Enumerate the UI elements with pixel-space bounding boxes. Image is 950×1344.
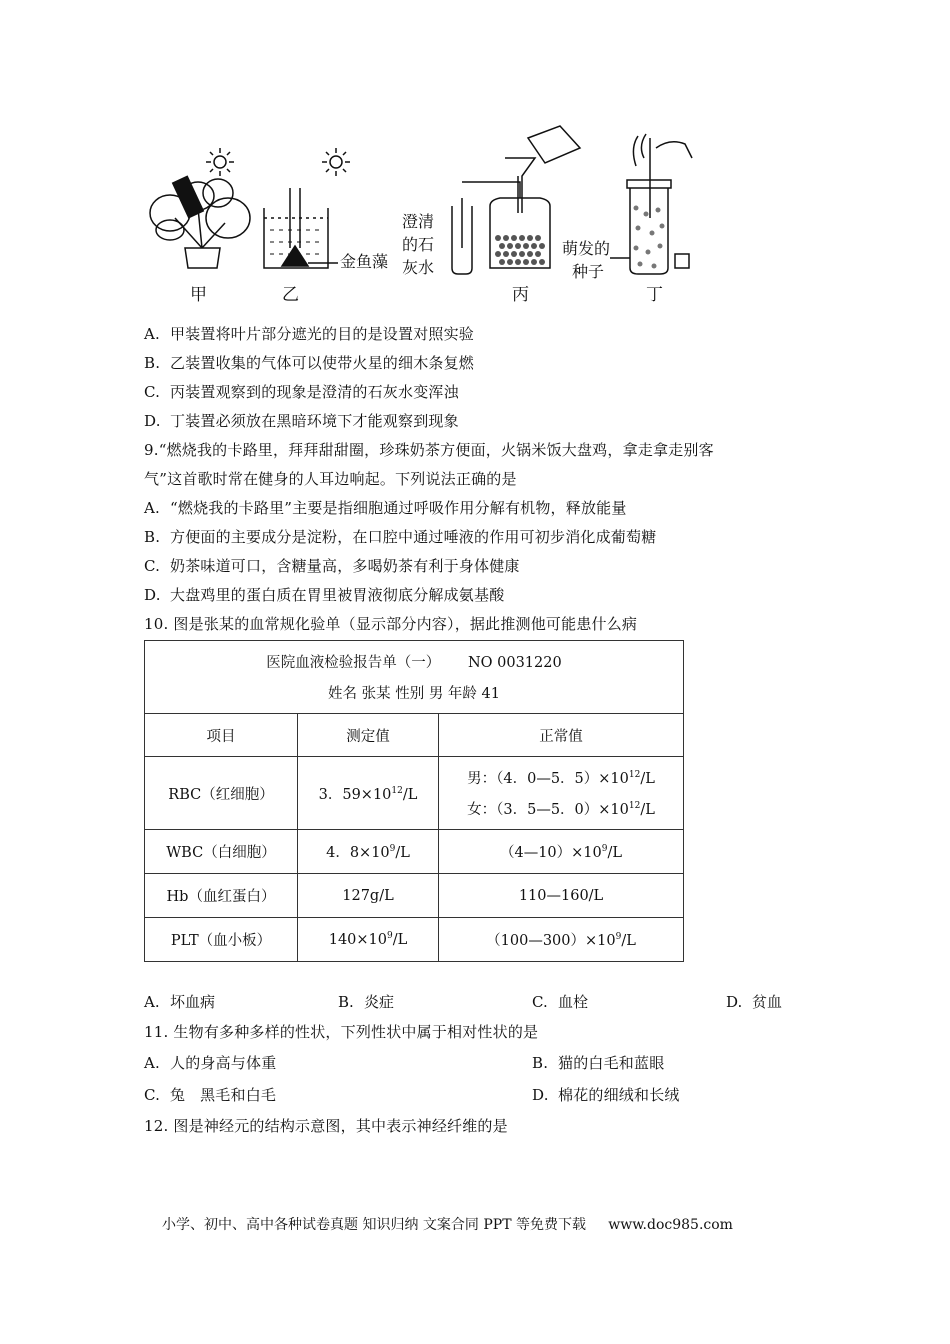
column-header-measured: 测定值 [298, 714, 439, 757]
q8-option-a: A. 甲装置将叶片部分遮光的目的是设置对照实验 [144, 325, 475, 343]
q12-stem: 12. 图是神经元的结构示意图，其中表示神经纤维的是 [144, 1117, 508, 1135]
q11-option-b: B. 猫的白毛和蓝眼 [532, 1054, 665, 1072]
annotation-limewater-1: 澄清 [402, 212, 435, 231]
q8-option-c: C. 丙装置观察到的现象是澄清的石灰水变浑浊 [144, 383, 459, 401]
q9-stem-line2: 气”这首歌时常在健身的人耳边响起。下列说法正确的是 [144, 470, 517, 488]
q11-option-c: C. 兔 黑毛和白毛 [144, 1086, 277, 1104]
q10-option-a: A. 坏血病 [144, 993, 216, 1011]
row-item: RBC（红细胞） [145, 757, 298, 830]
figure-label-ding: 丁 [646, 285, 663, 305]
annotation-seeds-1: 萌发的 [562, 239, 611, 258]
table-row [145, 830, 684, 874]
seed-jar [610, 134, 692, 274]
row-item: PLT（血小板） [145, 918, 298, 962]
annotation-limewater-2: 的石 [402, 235, 435, 254]
annotation-goldfish-algae: 金鱼藻 [340, 252, 389, 271]
report-header [145, 641, 684, 714]
row-measured: $140\times 10^9/L$ [298, 918, 439, 962]
q9-option-d: D. 大盘鸡里的蛋白质在胃里被胃液彻底分解成氨基酸 [144, 586, 505, 604]
potted-plant [150, 176, 250, 268]
figure-label-jia: 甲 [190, 285, 207, 305]
q9-stem-line1: 9.“燃烧我的卡路里，拜拜甜甜圈，珍珠奶茶方便面，火锅米饭大盘鸡，拿走拿走别客 [144, 441, 714, 459]
experiment-figure [140, 118, 700, 308]
q11-stem: 11. 生物有多种多样的性状，下列性状中属于相对性状的是 [144, 1023, 539, 1041]
row-item: WBC（白细胞） [145, 830, 298, 874]
report-patient-info: 姓名 张某 性别 男 年龄 41 [328, 686, 500, 702]
row-measured: 127g/L [298, 874, 439, 918]
figure-label-bing: 丙 [512, 285, 529, 305]
page-footer [162, 1214, 733, 1234]
annotation-seeds-2: 种子 [572, 262, 605, 281]
sun-icon [206, 148, 234, 176]
row-normal: 男：（4．0—5．$5)\times 10^{12}/L$ 女：（3．5—5．$0)\times 10^{12}/L$ [439, 757, 684, 830]
column-header-item: 项目 [145, 714, 298, 757]
q10-stem: 10. 图是张某的血常规化验单（显示部分内容），据此推测他可能患什么病 [144, 615, 638, 633]
table-row [145, 918, 684, 962]
row-measured: 3．$59\times 10^{12}/L$ [298, 757, 439, 830]
q10-option-b: B. 炎症 [338, 993, 395, 1011]
blood-test-report [144, 640, 684, 962]
q10-option-d: D. 贫血 [726, 993, 783, 1011]
q10-option-c: C. 血栓 [532, 993, 589, 1011]
q8-option-b: B. 乙装置收集的气体可以使带火星的细木条复燃 [144, 354, 475, 372]
row-normal: 110—160/L [439, 874, 684, 918]
report-title: 医院血液检验报告单（一） [266, 655, 441, 671]
table-row [145, 874, 684, 918]
footer-text: 小学、初中、高中各种试卷真题 知识归纳 文案合同 PPT 等免费下载 [162, 1217, 586, 1233]
row-item: Hb（血红蛋白） [145, 874, 298, 918]
q11-option-a: A. 人的身高与体重 [144, 1054, 277, 1072]
report-number: NO 0031220 [467, 655, 562, 671]
annotation-limewater-3: 灰水 [402, 258, 435, 277]
limewater-apparatus [452, 126, 580, 274]
beaker-with-test-tube [264, 188, 338, 268]
row-normal: $(4—10)\times 10^9/L$ [439, 830, 684, 874]
q9-option-c: C. 奶茶味道可口，含糖量高，多喝奶茶有利于身体健康 [144, 557, 520, 575]
row-measured: 4．$8\times 10^9/L$ [298, 830, 439, 874]
row-normal: $(100—300)\times 10^9/L$ [439, 918, 684, 962]
table-row [145, 757, 684, 830]
q8-option-d: D. 丁装置必须放在黑暗环境下才能观察到现象 [144, 412, 459, 430]
q11-option-d: D. 棉花的细绒和长绒 [532, 1086, 680, 1104]
sun-icon [322, 148, 350, 176]
figure-label-yi: 乙 [282, 285, 299, 305]
column-header-normal: 正常值 [439, 714, 684, 757]
footer-url[interactable]: www.doc985.com [608, 1217, 733, 1233]
q9-option-b: B. 方便面的主要成分是淀粉，在口腔中通过唾液的作用可初步消化成葡萄糖 [144, 528, 657, 546]
q9-option-a: A. “燃烧我的卡路里”主要是指细胞通过呼吸作用分解有机物，释放能量 [144, 499, 627, 517]
